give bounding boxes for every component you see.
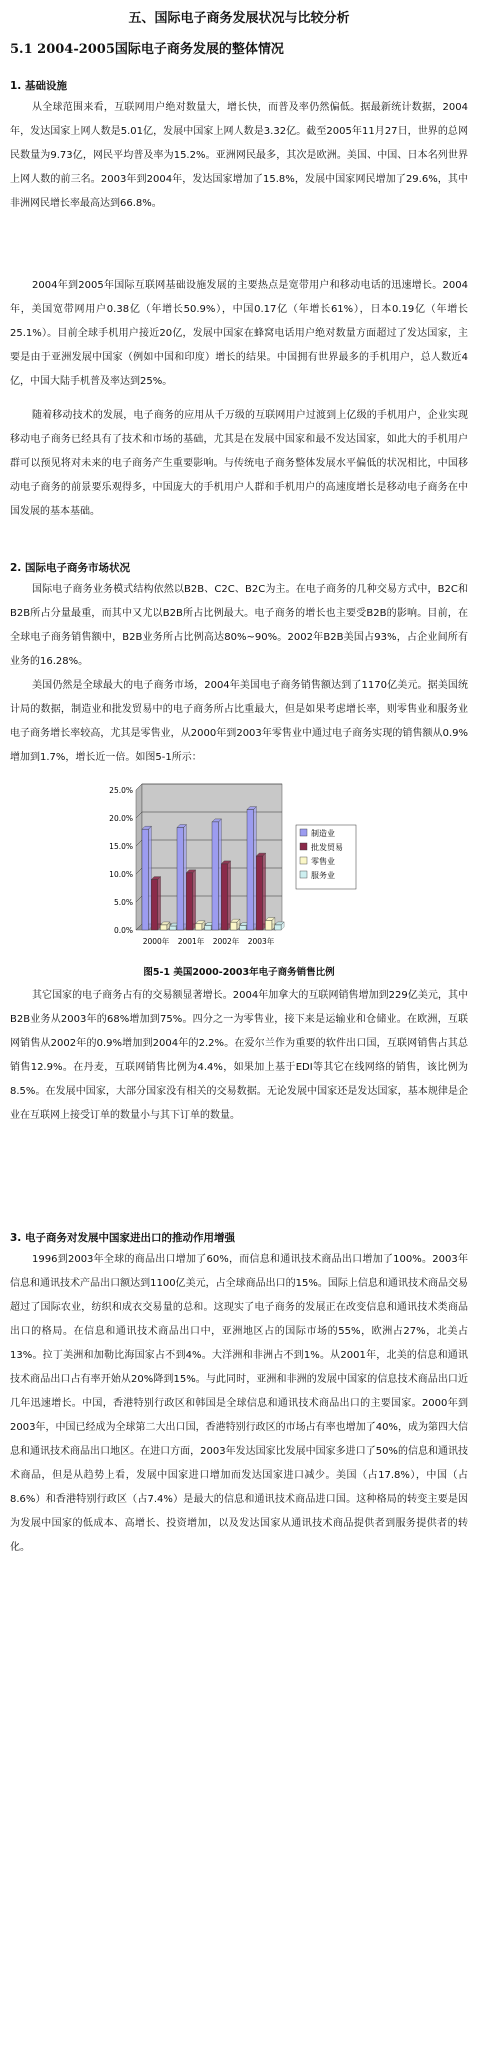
bar-side [263, 853, 266, 930]
paragraph: 1996到2003年全球的商品出口增加了60%，而信息和通讯技术商品出口增加了100%。2003年信息和通讯技术产品出口额达到1100亿美元，占全球商品出口的15%。国际上信息和通讯技术商品交易超过了国际农业，纺织和成衣交易量的总和。这现实了电子商务的发展正在改变信息和通讯技术类商品出口的格局。在信息和通讯技术商品出口中，亚洲地区占的国际市场的55%，欧洲占27%，北美占13%。拉丁美洲和加勒比海国家占不到4%。大洋洲和非洲占不到1%。从2001年，北美的信息和通讯技术商品出口占有率开始从20%降到15%。与此同时，亚洲和非洲的发展中国家的信息技术商品出口近几年迅速增长。中国，香港特别行政区和韩国是全球信息和通讯技术商品出口的主要国家。2000年到2003年，中国已经成为全球第二大出口国，香港特别行政区的市场占有率也增加了40%，成为第四大信息和通讯技术商品出口地区。在进口方面，2003年发达国家比发展中国家多进口了50%的信息和通讯技术商品，但是从趋势上看，发展中国家进口增加而发达国家进口减少。美国（占17.8%），中国（占8.6%）和香港特别行政区（占7.4%）是最大的信息和通讯技术商品进口国。这种格局的转变主要是因为发展中国家的低成本、高增长、投资增加，以及发达国家从通讯技术商品提供者到服务提供者的转化。 [10, 1254, 468, 1553]
bar [247, 810, 254, 930]
x-tick-label: 2003年 [247, 937, 275, 946]
paragraph: 随着移动技术的发展，电子商务的应用从千万级的互联网用户过渡到上亿级的手机用户，企业实现移动电子商务已经具有了技术和市场的基础，尤其是在发展中国家和最不发达国家，如此大的手机用户群可以预见将对未来的电子商务产生重要影响。与传统电子商务整体发展水平偏低的状况相比，中国移动电子商务的前景要乐观得多，中国庞大的手机用户人群和手机用户的高速度增长是移动电子商务在中国发展的基本基础。 [10, 410, 468, 517]
bar [186, 873, 193, 930]
y-tick-label: 0.0% [113, 926, 133, 935]
legend-label: 服务业 [311, 871, 335, 880]
chapter-title: 五、国际电子商务发展状况与比较分析 [128, 11, 350, 26]
bar-side [193, 870, 196, 930]
subsection-heading-trade: 3. 电子商务对发展中国家进出口的推动作用增强 [10, 1232, 235, 1244]
x-tick-label: 2002年 [212, 937, 240, 946]
bar-side [158, 877, 161, 930]
legend-label: 制造业 [311, 829, 335, 838]
paragraph: 其它国家的电子商务占有的交易额显著增长。2004年加拿大的互联网销售增加到229亿美元，其中B2B业务从2003年的68%增加到75%。四分之一为零售业，接下来是运输业和仓储业。在欧洲，互联网销售从2002年的0.9%增加到2004年的2.2%。在爱尔兰作为重要的软件出口国，互联网销售占其总销售12.9%。在丹麦，互联网销售比例为4.4%，如果加上基于EDI等其它在线网络的销售，该比例为8.5%。在发展中国家，大部分国家没有相关的交易数据。无论发展中国家还是发达国家，基本规律是企业在互联网上接受订单的数量小与其下订单的数量。 [10, 990, 468, 1121]
y-tick-label: 10.0% [109, 870, 133, 879]
bar [230, 922, 237, 930]
bar [177, 828, 184, 930]
sales-share-bar-chart [100, 780, 360, 960]
section-heading: 5.1 2004-2005国际电子商务发展的整体情况 [10, 42, 284, 57]
subsection-heading-market: 2. 国际电子商务市场状况 [10, 562, 130, 574]
bar [160, 925, 167, 930]
bar [240, 926, 247, 930]
bar [151, 880, 158, 930]
legend-swatch [300, 829, 307, 836]
bar [265, 920, 272, 930]
bar-side [228, 861, 231, 930]
bar [195, 924, 202, 930]
paragraph: 从全球范围来看，互联网用户绝对数量大，增长快，而普及率仍然偏低。据最新统计数据，2004年，发达国家上网人数是5.01亿，发展中国家上网人数是3.32亿。截至2005年11月27日，世界的总网民数量为9.73亿，网民平均普及率为15.2%。亚洲网民最多，其次是欧洲。美国、中国、日本名列世界上网人数的前三名。2003年到2004年，发达国家增加了15.8%，发展中国家网民增加了29.6%，其中非洲网民增长率最高达到66.8%。 [10, 102, 468, 209]
y-tick-label: 25.0% [109, 786, 133, 795]
figure-caption: 图5-1 美国2000-2003年电子商务销售比例 [143, 967, 335, 978]
bar [142, 829, 149, 930]
bar [205, 926, 212, 930]
bar [256, 856, 263, 930]
legend-swatch [300, 871, 307, 878]
bar [221, 864, 228, 930]
bar [275, 925, 282, 930]
paragraph: 2004年到2005年国际互联网基础设施发展的主要热点是宽带用户和移动电话的迅速增长。2004年，美国宽带网用户0.38亿（年增长50.9%），中国0.17亿（年增长61%），日本0.19亿（年增长25.1%）。目前全球手机用户接近20亿，发展中国家在蜂窝电话用户绝对数量方面超过了发达国家，主要是由于亚洲发展中国家（例如中国和印度）增长的结果。中国拥有世界最多的手机用户，总人数近4亿，中国大陆手机普及率达到25%。 [10, 280, 468, 387]
y-tick-label: 15.0% [109, 842, 133, 851]
x-tick-label: 2001年 [177, 937, 205, 946]
bar [170, 926, 177, 930]
bar [212, 822, 219, 930]
legend-label: 批发贸易 [311, 843, 343, 852]
x-tick-label: 2000年 [142, 937, 170, 946]
chart-side-wall [136, 784, 142, 930]
legend-label: 零售业 [311, 857, 335, 866]
legend-swatch [300, 857, 307, 864]
paragraph: 美国仍然是全球最大的电子商务市场，2004年美国电子商务销售额达到了1170亿美元。据美国统计局的数据，制造业和批发贸易中的电子商务所占比重最大，但是如果考虑增长率，则零售业和服务业电子商务增长率较高，尤其是零售业，从2000年到2003年零售业中通过电子商务实现的销售额从0.9%增加到1.7%，增长近一倍。如图5-1所示： [10, 680, 468, 763]
legend-swatch [300, 843, 307, 850]
subsection-heading-infrastructure: 1. 基础设施 [10, 80, 67, 92]
paragraph: 国际电子商务业务模式结构依然以B2B、C2C、B2C为主。在电子商务的几种交易方式中，B2C和B2B所占分量最重，而其中又尤以B2B所占比例最大。电子商务的增长也主要受B2B的影响。目前，在全球电子商务销售额中，B2B业务所占比例高达80%~90%。2002年B2B美国占93%，占企业间所有业务的16.28%。 [10, 584, 468, 667]
y-tick-label: 20.0% [109, 814, 133, 823]
y-tick-label: 5.0% [113, 898, 133, 907]
